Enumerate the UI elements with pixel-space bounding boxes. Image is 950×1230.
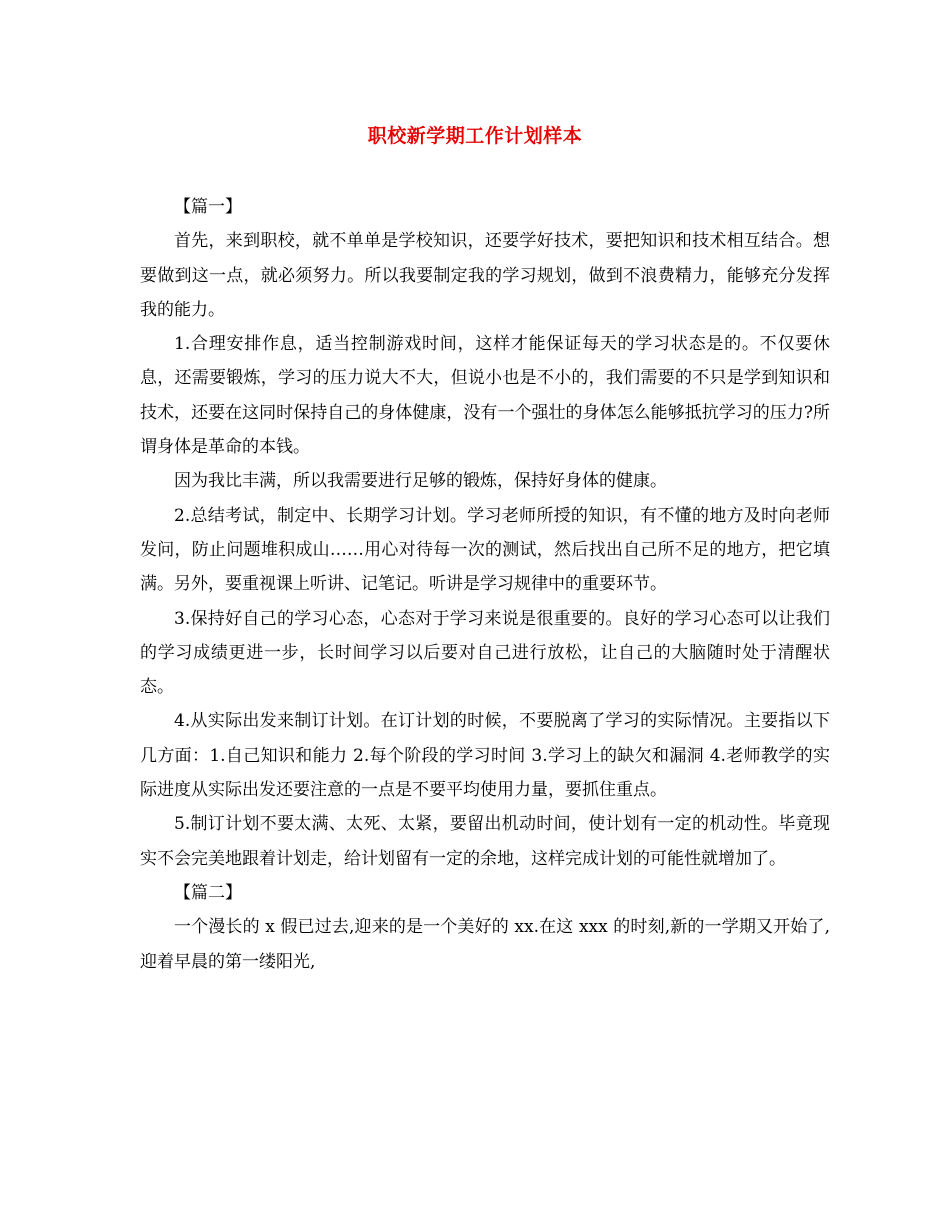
paragraph: 5.制订计划不要太满、太死、太紧，要留出机动时间，使计划有一定的机动性。毕竟现实不会完美地跟着计划走，给计划留有一定的余地，这样完成计划的可能性就增加了。 [140, 814, 830, 869]
paragraph: 3.保持好自己的学习心态，心态对于学习来说是很重要的。良好的学习心态可以让我们的学习成绩更进一步，长时间学习以后要对自己进行放松，让自己的大脑随时处于清醒状态。 [140, 608, 830, 698]
paragraph: 4.从实际出发来制订计划。在订计划的时候，不要脱离了学习的实际情况。主要指以下几方面：1.自己知识和能力 2.每个阶段的学习时间 3.学习上的缺欠和漏洞 4.老师教学的实际进度从实际出发还要注意的一点是不要平均使用力量，要抓住重点。 [140, 711, 830, 801]
document-title: 职校新学期工作计划样本 [367, 125, 583, 147]
paragraph: 因为我比丰满，所以我需要进行足够的锻炼，保持好身体的健康。 [174, 471, 667, 492]
paragraph: 2.总结考试，制定中、长期学习计划。学习老师所授的知识，有不懂的地方及时向老师发问，防止问题堆积成山……用心对待每一次的测试，然后找出自己所不足的地方，把它填满。另外，要重视课上听讲、记笔记。听讲是学习规律中的重要环节。 [140, 505, 830, 595]
paragraph: 一个漫长的 x 假已过去,迎来的是一个美好的 xx.在这 xxx 的时刻,新的一学期又开始了,迎着早晨的第一缕阳光, [140, 917, 830, 972]
paragraph: 首先，来到职校，就不单单是学校知识，还要学好技术，要把知识和技术相互结合。想要做到这一点，就必须努力。所以我要制定我的学习规划，做到不浪费精力，能够充分发挥我的能力。 [140, 231, 830, 320]
paragraph: 1.合理安排作息，适当控制游戏时间，这样才能保证每天的学习状态是的。不仅要休息，还需要锻炼，学习的压力说大不大，但说小也是不小的，我们需要的不只是学到知识和技术，还要在这同时保持自己的身体健康，没有一个强壮的身体怎么能够抵抗学习的压力?所谓身体是革命的本钱。 [140, 334, 830, 458]
document-body [140, 190, 830, 979]
section-heading-2: 【篇二】 [174, 882, 242, 903]
section-heading-1: 【篇一】 [174, 197, 242, 217]
